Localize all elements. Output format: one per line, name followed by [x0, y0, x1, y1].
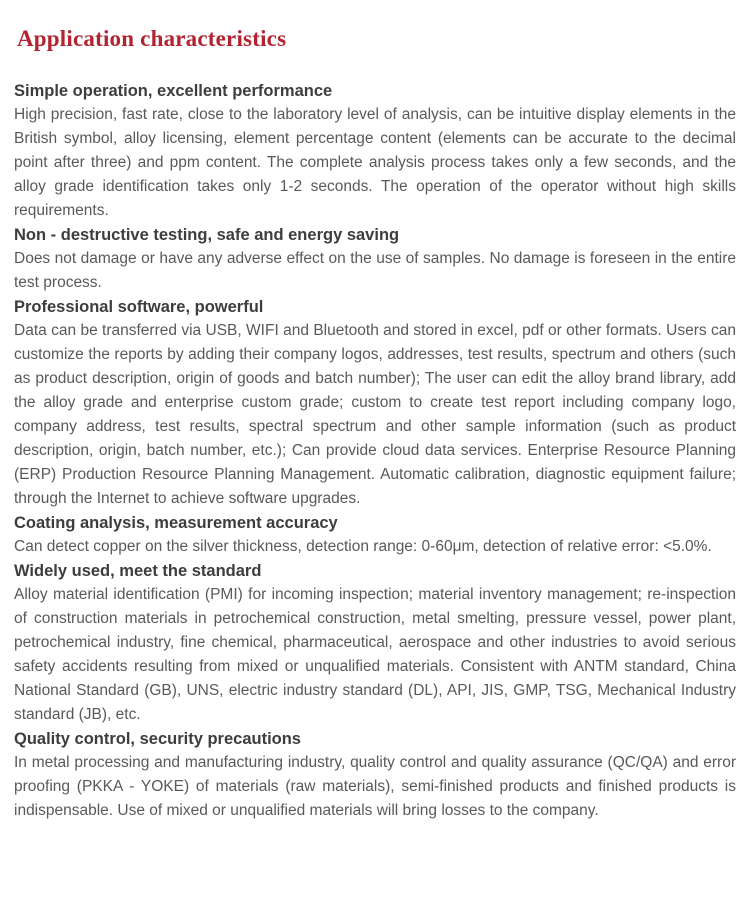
section-heading: Coating analysis, measurement accuracy	[14, 514, 338, 532]
feature-section	[14, 79, 736, 223]
sections-container	[14, 79, 736, 823]
section-body: Data can be transferred via USB, WIFI and Bluetooth and stored in excel, pdf or other formats. Users can customize the reports by adding their company logos, addresses, test results, spectrum and others (such as product description, origin of goods and batch number); The user can edit the alloy brand library, add the alloy grade and enterprise custom grade; custom to create test report including company logo, company address, test results, spectral spectrum and other sample information (such as product description, origin, batch number, etc.); Can provide cloud data services. Enterprise Resource Planning (ERP) Production Resource Planning Management. Automatic calibration, diagnostic equipment failure; through the Internet to achieve software upgrades.	[14, 322, 736, 507]
section-heading: Widely used, meet the standard	[14, 562, 262, 580]
section-body: Does not damage or have any adverse effect on the use of samples. No damage is foreseen in the entire test process.	[14, 250, 736, 291]
page-title: Application characteristics	[17, 26, 287, 51]
section-heading: Professional software, powerful	[14, 298, 264, 316]
section-body: Alloy material identification (PMI) for incoming inspection; material inventory management; re-inspection of construction materials in petrochemical construction, metal smelting, pressure vessel, power plant, petrochemical industry, fine chemical, pharmaceutical, aerospace and other industries to avoid serious safety accidents resulting from mixed or unqualified materials. Consistent with ANTM standard, China National Standard (GB), UNS, electric industry standard (DL), API, JIS, GMP, TSG, Mechanical Industry standard (JB), etc.	[14, 586, 736, 723]
section-heading: Simple operation, excellent performance	[14, 82, 333, 100]
feature-section	[14, 559, 736, 727]
section-heading: Non - destructive testing, safe and energy saving	[14, 226, 400, 244]
section-body: High precision, fast rate, close to the laboratory level of analysis, can be intuitive display elements in the British symbol, alloy licensing, element percentage content (elements can be accurate to the decimal point after three) and ppm content. The complete analysis process takes only a few seconds, and the alloy grade identification takes only 1-2 seconds. The operation of the operator without high skills requirements.	[14, 106, 736, 219]
section-body: Can detect copper on the silver thickness, detection range: 0-60μm, detection of relative error: <5.0%.	[14, 538, 712, 555]
section-heading: Quality control, security precautions	[14, 730, 301, 748]
feature-section	[14, 511, 736, 559]
feature-section	[14, 727, 736, 823]
feature-section	[14, 295, 736, 511]
section-body: In metal processing and manufacturing industry, quality control and quality assurance (QC/QA) and error proofing (PKKA - YOKE) of materials (raw materials), semi-finished products and finished products is indispensable. Use of mixed or unqualified materials will bring losses to the company.	[14, 754, 736, 819]
feature-section	[14, 223, 736, 295]
